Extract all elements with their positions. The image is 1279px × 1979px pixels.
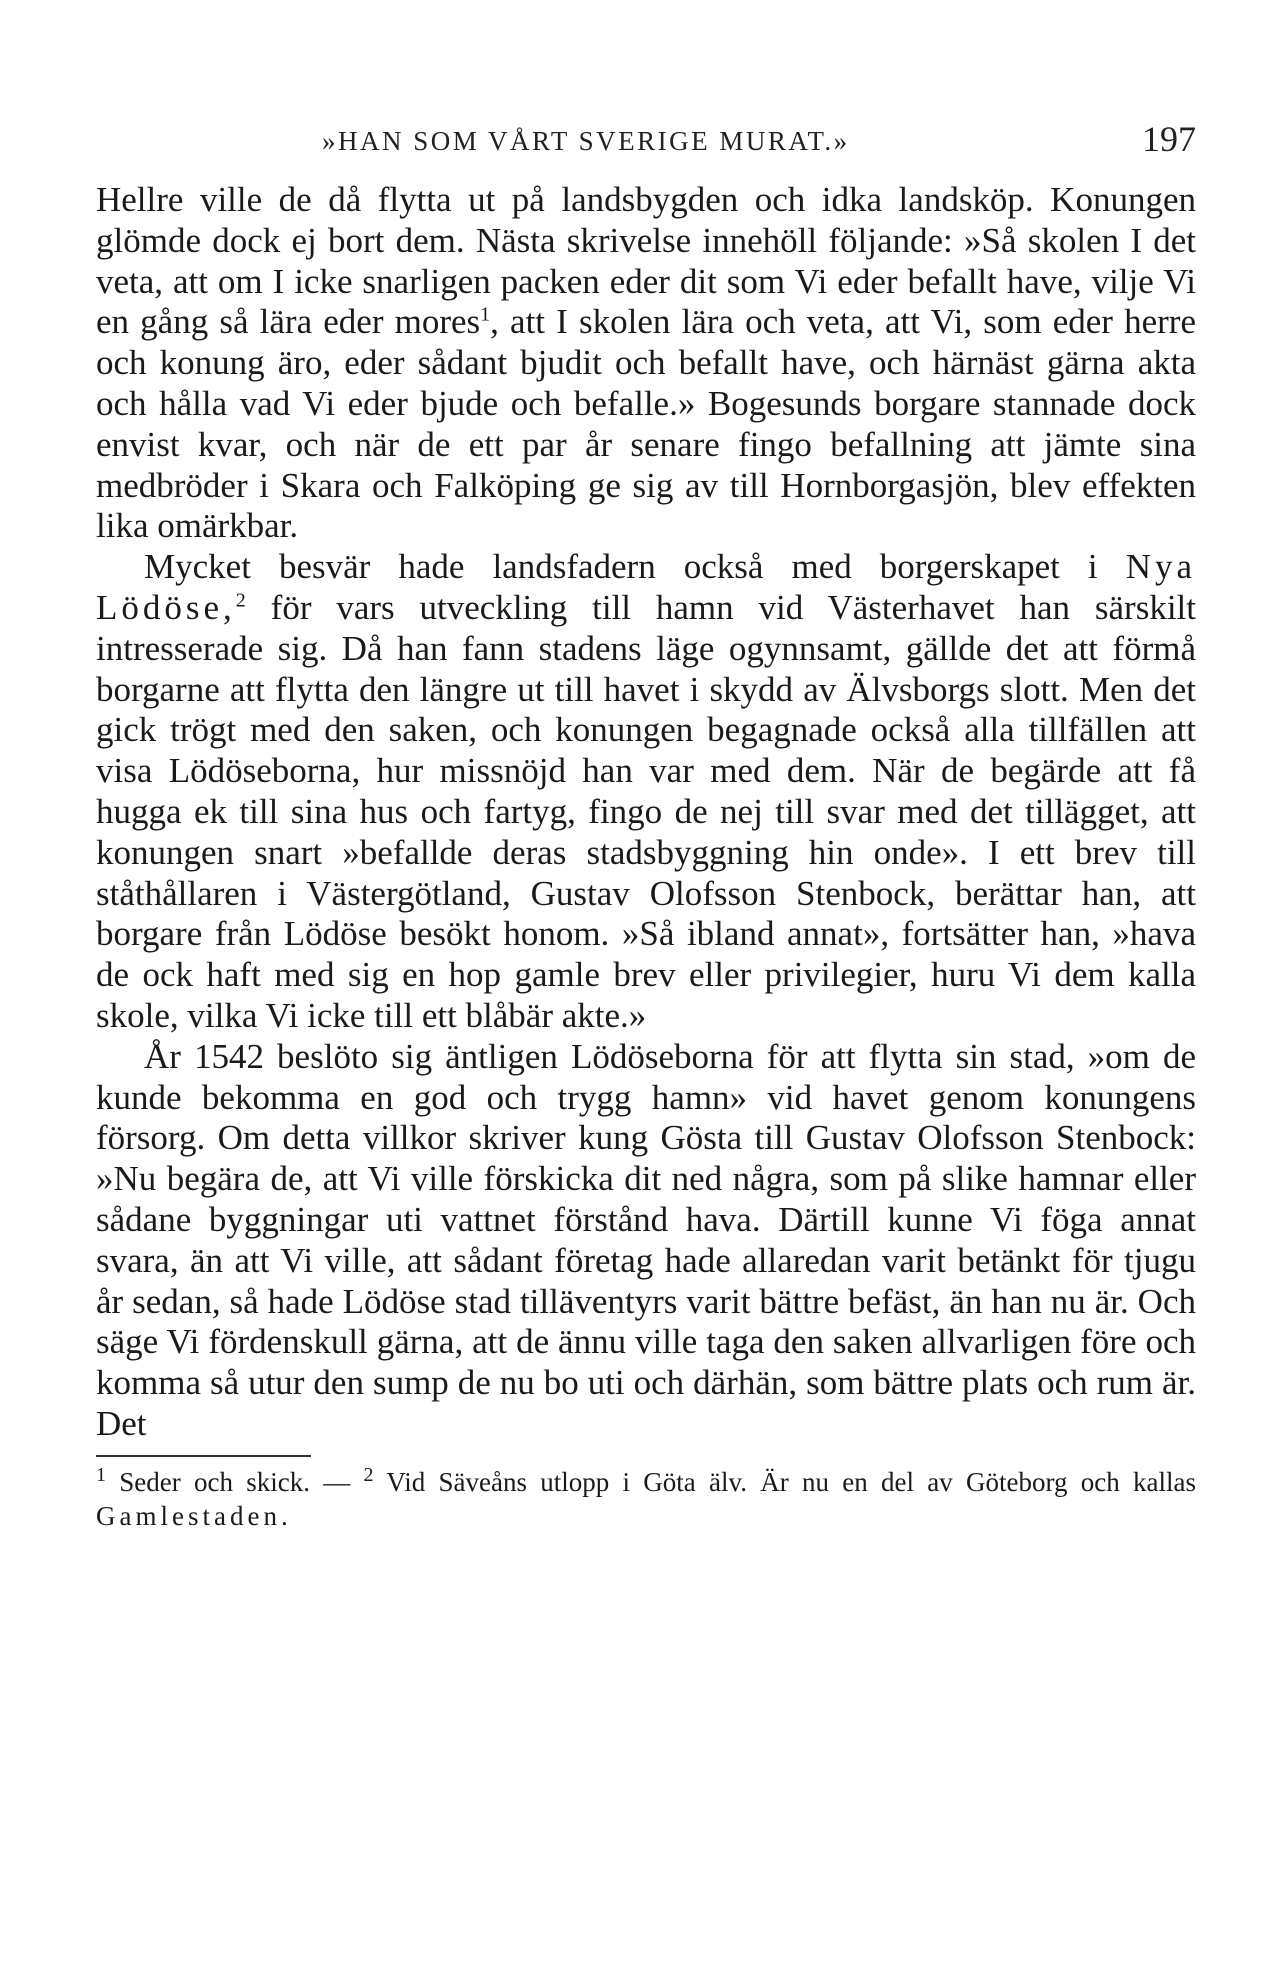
page-content bbox=[96, 118, 1196, 1533]
footnote-divider bbox=[96, 1455, 311, 1457]
paragraph-text: Hellre ville de då flytta ut på landsbygden och idka landsköp. Konungen glömde dock ej bort dem. Nästa skrivelse innehöll följande: »Så skolen I det veta, att om I icke snarligen packen eder dit som Vi eder befallt have, vilje Vi en gång så lära eder mores bbox=[96, 180, 1196, 342]
footnote-marker-1: 1 bbox=[96, 1463, 106, 1486]
paragraph-text: för vars utveckling till hamn vid Västerhavet han särskilt intresserade sig. Då han fann stadens läge ogynnsamt, gällde det att förmå borgarne att flytta den längre ut till havet i skydd av Älvsborgs slott. Men det gick trögt med den saken, och konungen begagnade också alla tillfällen att visa Lödöseborna, hur missnöjd han var med dem. När de begärde att få hugga ek till sina hus och fartyg, fingo de nej till svar med det tillägget, att konungen snart »befallde deras stadsbyggning hin onde». I ett brev till ståthållaren i Västergötland, Gustav Olofsson Stenbock, berättar han, att borgare från Lödöse besökt honom. »Så ibland annat», fortsätter han, »hava de ock haft med sig en hop gamle brev eller privilegier, huru Vi dem kalla skole, vilka Vi icke till ett blåbär akte.» bbox=[96, 587, 1196, 1035]
footnote-text bbox=[96, 1465, 1196, 1533]
paragraph-3 bbox=[96, 1037, 1196, 1445]
paragraph-1 bbox=[96, 180, 1196, 547]
paragraph-text: , att I skolen lära och veta, att Vi, som eder herre och konung äro, eder sådant bjudit och befallt have, och härnäst gärna akta och hålla vad Vi eder bjude och befalle.» Bogesunds borgare stannade dock envist kvar, och när de ett par år senare fingo befallning att jämte sina medbröder i Skara och Falköping ge sig av till Hornborgasjön, blev effekten lika omärkbar. bbox=[96, 302, 1196, 546]
footnotes bbox=[96, 1465, 1196, 1533]
footnote-place-emphasis: Gamlestaden. bbox=[96, 1500, 292, 1531]
footnote-ref-2: 2 bbox=[235, 589, 246, 612]
paragraph-2 bbox=[96, 547, 1196, 1037]
running-title: »HAN SOM VÅRT SVERIGE MURAT.» bbox=[322, 126, 850, 156]
footnote-marker-2: 2 bbox=[363, 1463, 374, 1486]
footnote-ref-1: 1 bbox=[480, 303, 491, 326]
page-number: 197 bbox=[1142, 119, 1196, 159]
body-text bbox=[96, 180, 1196, 1445]
paragraph-text: Mycket besvär hade landsfadern också med borgerskapet i bbox=[144, 547, 1126, 587]
running-header bbox=[96, 118, 1196, 166]
footnote-2-text: Vid Säveåns utlopp i Göta älv. Är nu en del av Göteborg och kallas bbox=[373, 1466, 1197, 1497]
footnote-1-text: Seder och skick. — bbox=[106, 1466, 364, 1497]
place-name-emphasis: Nya Lödöse, bbox=[96, 547, 1196, 627]
paragraph-text: År 1542 beslöto sig äntligen Lödöseborna för att flytta sin stad, »om de kunde bekomma en god och trygg hamn» vid havet genom konungens försorg. Om detta villkor skriver kung Gösta till Gustav Olofsson Stenbock: »Nu begära de, att Vi ville förskicka dit ned några, som på slike hamnar eller sådane byggningar uti vattnet förstånd hava. Därtill kunne Vi föga annat svara, än att Vi ville, att sådant företag hade allaredan varit betänkt för tjugu år sedan, så hade Lödöse stad tilläventyrs varit bättre befäst, än han nu är. Och säge Vi fördenskull gärna, att de ännu ville taga den saken allvarligen före och komma så utur den sump de nu bo uti och därhän, som bättre plats och rum är. Det bbox=[96, 1036, 1196, 1443]
